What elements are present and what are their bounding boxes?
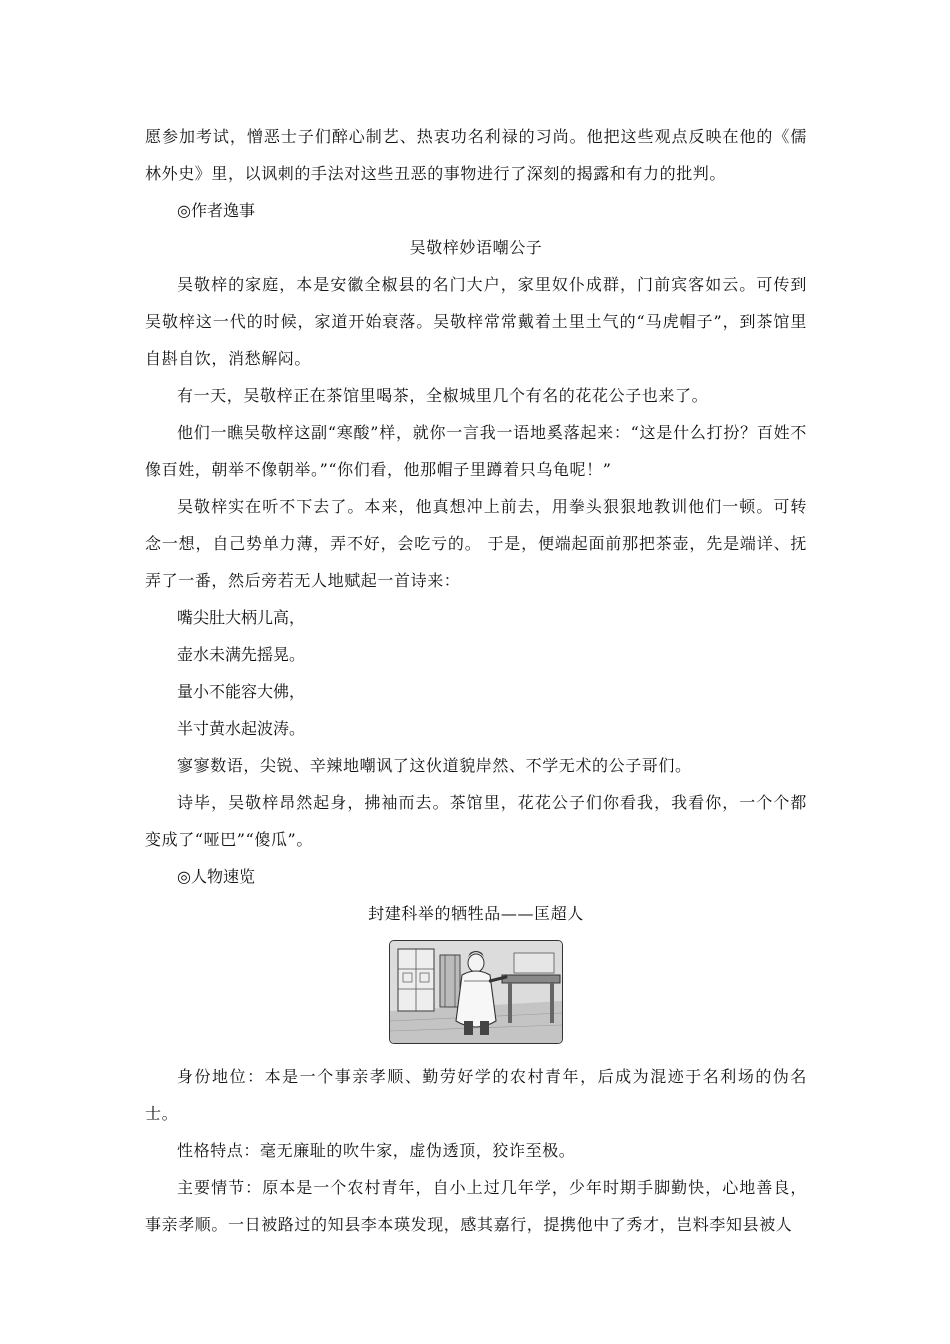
poem-line: 嘴尖肚大柄儿高， [177, 608, 306, 627]
scholar-illustration-icon [390, 941, 562, 1043]
story-paragraph: 他们一瞧吴敬梓这副“寒酸”样，就你一言我一语地奚落起来：“这是什么打扮？百姓不像百姓，朝举不像朝举。”“你们看，他那帽子里蹲着只乌龟呢！” [145, 423, 807, 479]
story-paragraph: 寥寥数语，尖锐、辛辣地嘲讽了这伙道貌岸然、不学无术的公子哥们。 [177, 756, 692, 775]
poem-line: 半寸黄水起波涛。 [177, 719, 306, 738]
character-identity: 身份地位：本是一个事亲孝顺、勤劳好学的农村青年，后成为混迹于名利场的伪名士。 [145, 1067, 807, 1123]
section-heading-anecdote: ◎作者逸事 [177, 201, 255, 220]
section-heading-characters: ◎人物速览 [177, 867, 255, 886]
document-page [145, 118, 807, 1243]
poem-line: 量小不能容大佛， [177, 682, 306, 701]
character-title: 封建科举的牺牲品——匡超人 [368, 904, 584, 923]
intro-paragraph: 愿参加考试，憎恶士子们醉心制艺、热衷功名利禄的习尚。他把这些观点反映在他的《儒林外史》里，以讽刺的手法对这些丑恶的事物进行了深刻的揭露和有力的批判。 [145, 127, 807, 183]
character-illustration [389, 940, 563, 1044]
story-paragraph: 吴敬梓实在听不下去了。本来，他真想冲上前去，用拳头狠狠地教训他们一顿。可转念一想，自己势单力薄，弄不好，会吃亏的。 于是，便端起面前那把茶壶，先是端详、抚弄了一番，然后旁若无人地赋起一首诗来： [145, 497, 807, 590]
poem-line: 壶水未满先摇晃。 [177, 645, 306, 664]
character-plot: 主要情节：原本是一个农村青年，自小上过几年学，少年时期手脚勤快，心地善良，事亲孝顺。一日被路过的知县李本瑛发现，感其嘉行，提携他中了秀才，岂料李知县被人 [145, 1178, 807, 1234]
story-paragraph: 有一天，吴敬梓正在茶馆里喝茶，全椒城里几个有名的花花公子也来了。 [177, 386, 709, 405]
story-title: 吴敬梓妙语嘲公子 [409, 238, 543, 257]
story-paragraph: 吴敬梓的家庭，本是安徽全椒县的名门大户，家里奴仆成群，门前宾客如云。可传到吴敬梓这一代的时候，家道开始衰落。吴敬梓常常戴着土里土气的“马虎帽子”，到茶馆里自斟自饮，消愁解闷。 [145, 275, 807, 368]
character-traits: 性格特点：毫无廉耻的吹牛家，虚伪透顶，狡诈至极。 [177, 1141, 576, 1160]
story-paragraph: 诗毕，吴敬梓昂然起身，拂袖而去。茶馆里，花花公子们你看我，我看你，一个个都变成了“哑巴”“傻瓜”。 [145, 793, 807, 849]
